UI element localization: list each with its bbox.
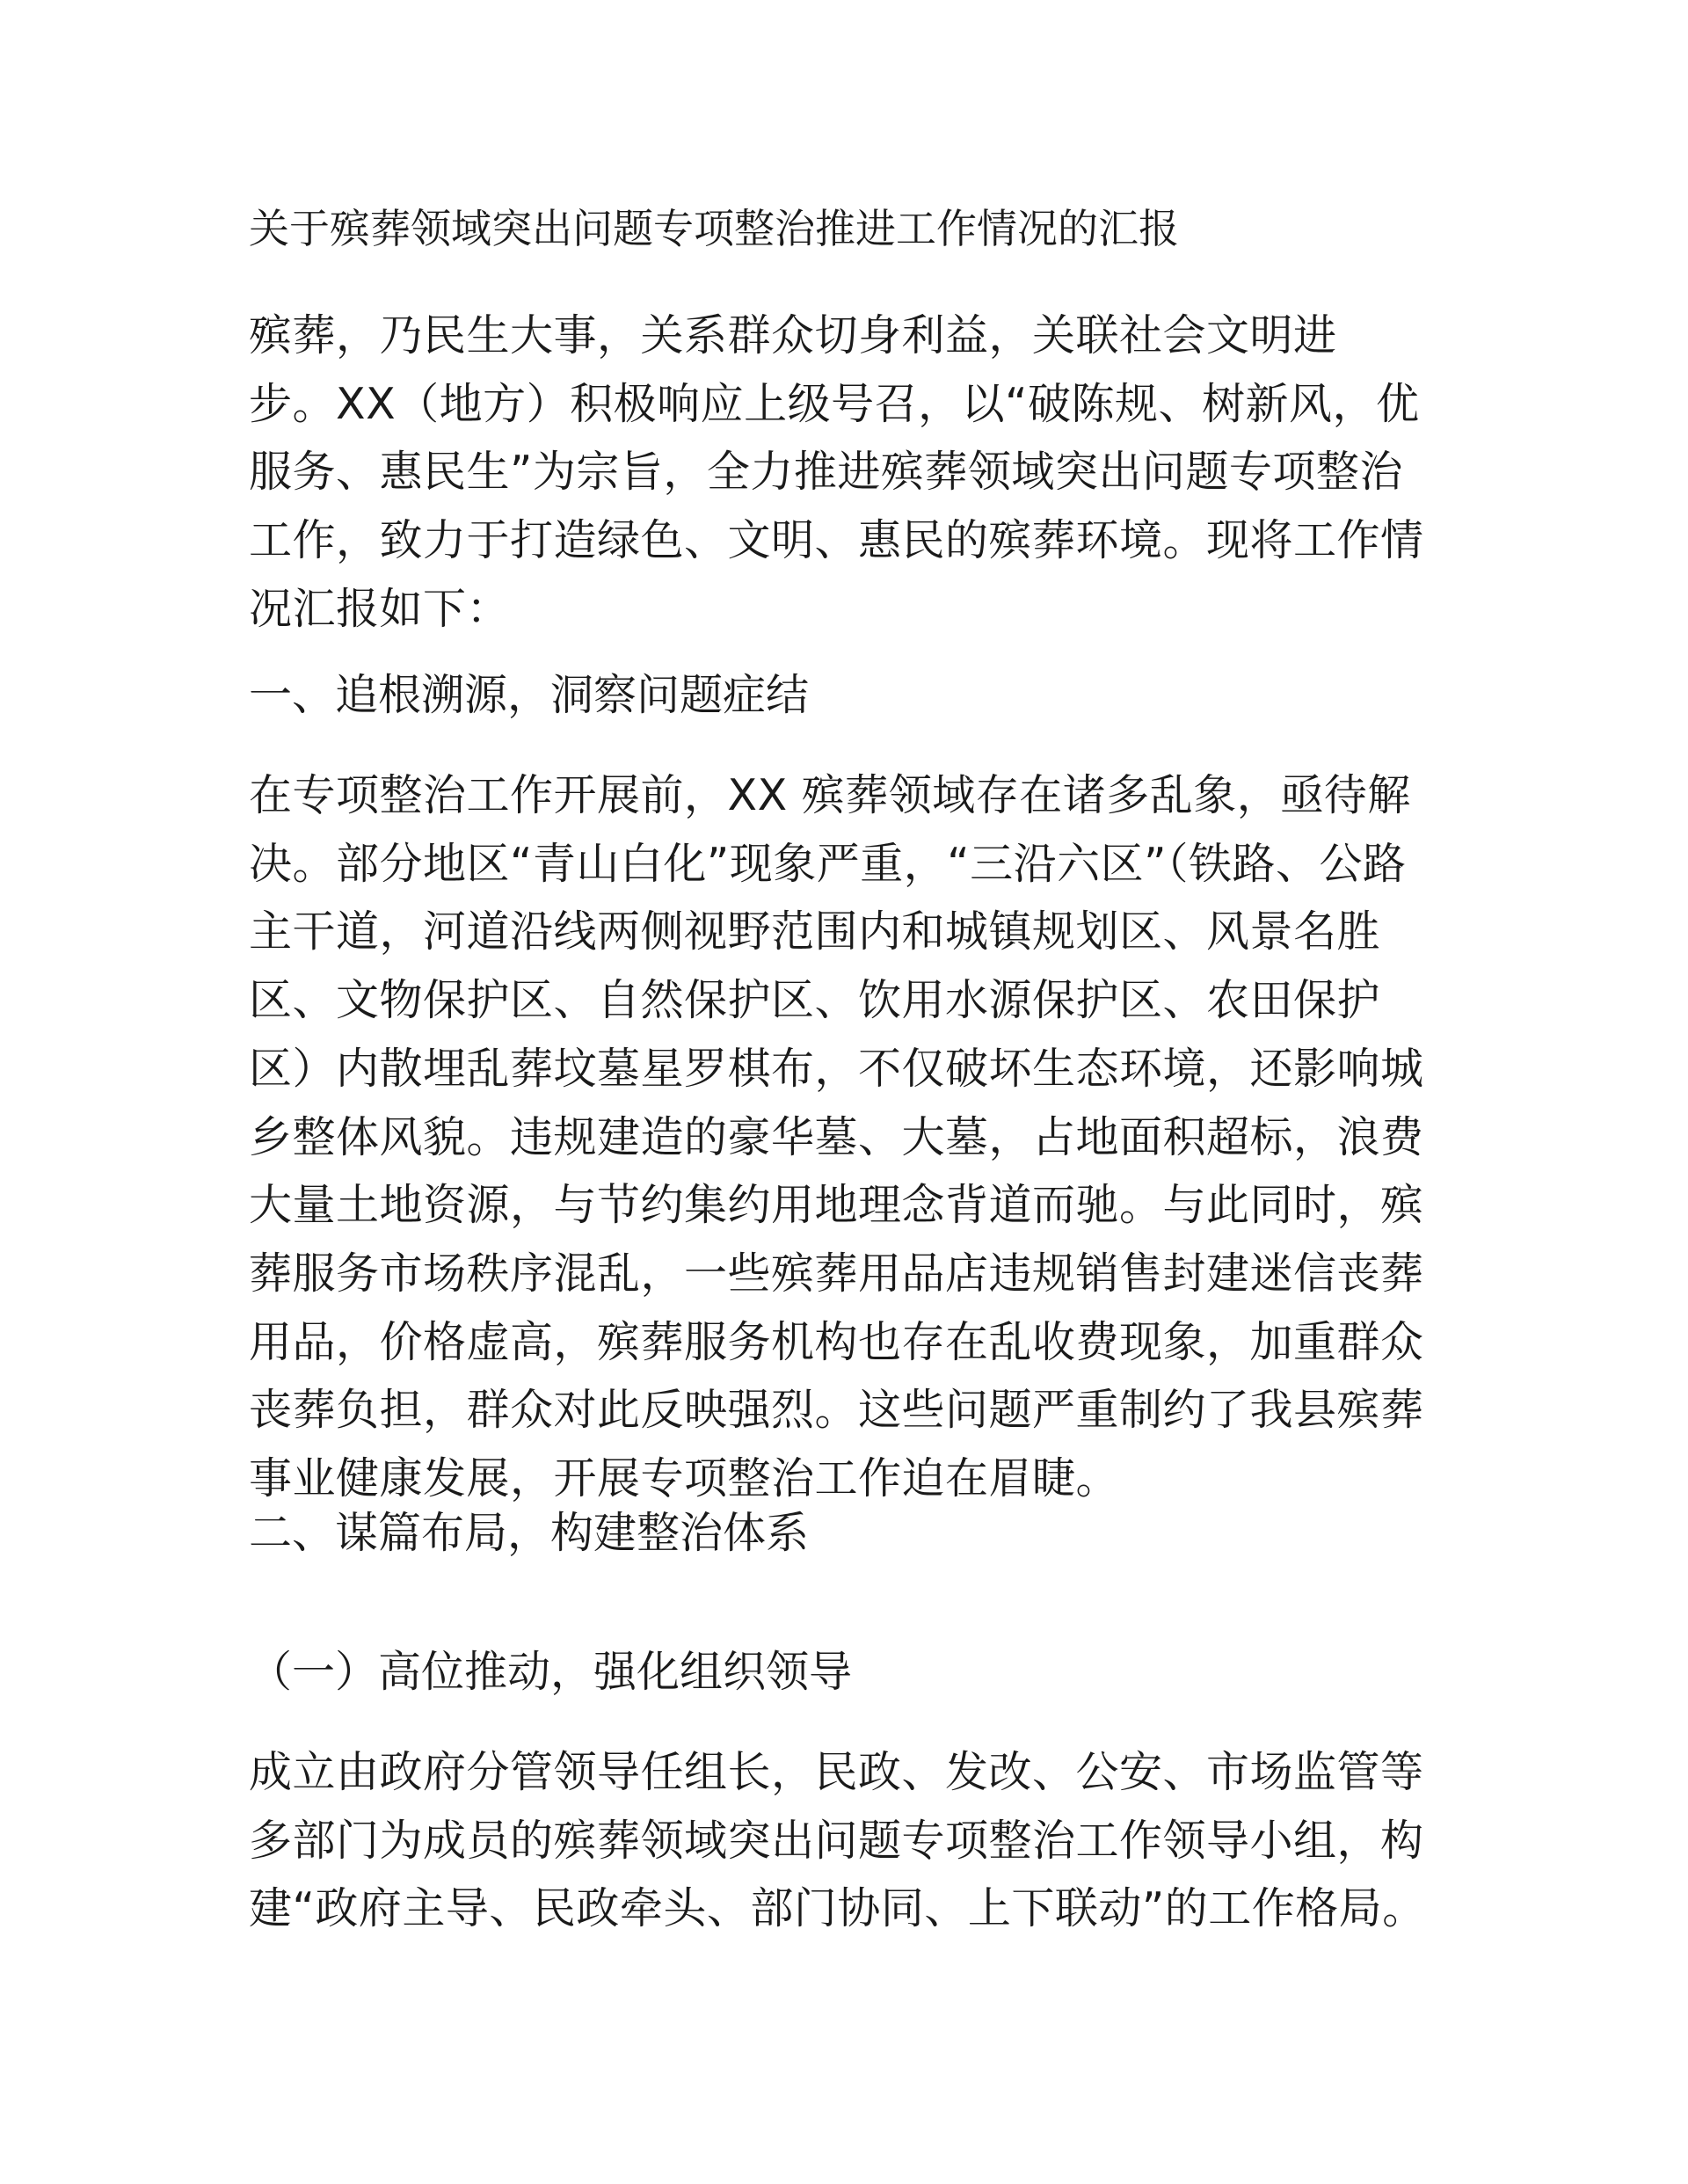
section1-line: 区）内散埋乱葬坟墓星罗棋布，不仅破坏生态环境，还影响城 [249,1043,1424,1094]
section1-paragraph [249,761,1444,1513]
section1-line: 主干道，河道沿线两侧视野范围内和城镇规划区、风景名胜 [249,906,1381,957]
section2-sub1-line: 多部门为成员的殡葬领域突出问题专项整治工作领导小组，构 [249,1815,1424,1866]
section1-line: 大量土地资源，与节约集约用地理念背道而驰。与此同时，殡 [249,1180,1424,1231]
intro-line: 工作，致力于打造绿色、文明、惠民的殡葬环境。现将工作情 [249,515,1424,566]
section2-heading: 二、谋篇布局，构建整治体系 [249,1508,810,1558]
intro-line: 殡葬，乃民生大事，关系群众切身利益，关联社会文明进 [249,310,1337,360]
intro-line: 况汇报如下： [249,583,511,634]
section1-line: 丧葬负担，群众对此反映强烈。这些问题严重制约了我县殡葬 [249,1385,1424,1436]
intro-paragraph [249,302,1444,644]
intro-line: 步。XX（地方）积极响应上级号召，以“破陈规、树新风，优 [249,378,1420,429]
section1-line: 葬服务市场秩序混乱，一些殡葬用品店违规销售封建迷信丧葬 [249,1248,1424,1299]
section1-line: 事业健康发展，开展专项整治工作迫在眉睫。 [249,1453,1120,1504]
section1-line: 区、文物保护区、自然保护区、饮用水源保护区、农田保护 [249,975,1381,1026]
section2-sub1-paragraph [249,1738,1444,1943]
section1-line: 在专项整治工作开展前，XX 殡葬领域存在诸多乱象，亟待解 [249,770,1411,820]
document-title: 关于殡葬领域突出问题专项整治推进工作情况的汇报 [249,205,1179,252]
section1-line: 决。部分地区“青山白化”现象严重，“三沿六区”（铁路、公路 [249,838,1407,889]
section2-sub1-heading: （一）高位推动，强化组织领导 [249,1647,853,1697]
section2-sub1-line: 建“政府主导、民政牵头、部门协同、上下联动”的工作格局。 [249,1883,1426,1934]
section1-line: 用品，价格虚高，殡葬服务机构也存在乱收费现象，加重群众 [249,1316,1424,1367]
intro-line: 服务、惠民生”为宗旨，全力推进殡葬领域突出问题专项整治 [249,447,1403,498]
section2-sub1-line: 成立由政府分管领导任组长，民政、发改、公安、市场监管等 [249,1747,1424,1797]
section1-heading: 一、追根溯源，洞察问题症结 [249,670,810,720]
section1-line: 乡整体风貌。违规建造的豪华墓、大墓，占地面积超标，浪费 [249,1111,1424,1162]
